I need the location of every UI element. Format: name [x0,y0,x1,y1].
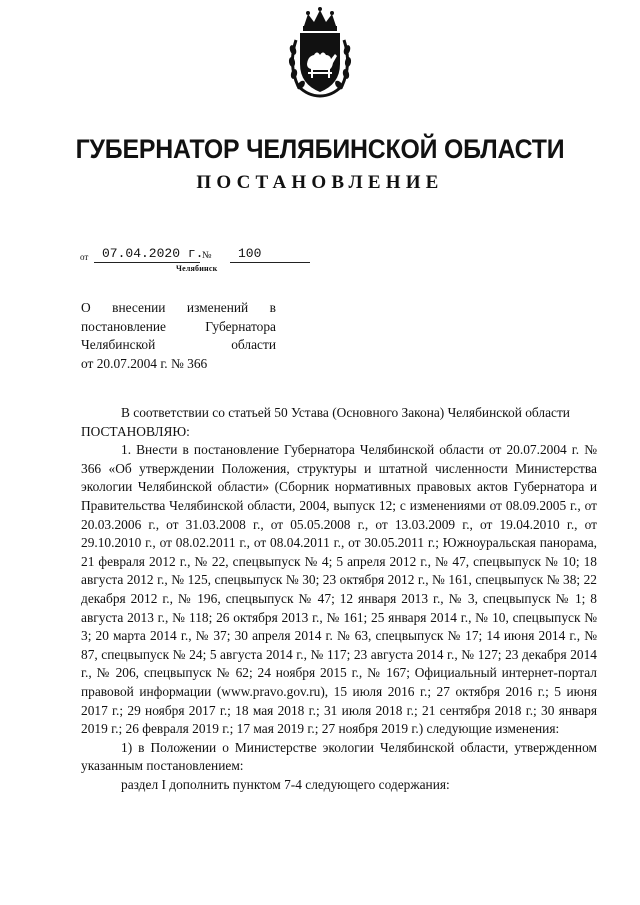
item-1: 1. Внести в постановление Губернатора Челябинской области от 20.07.2004 г. № 366 «Об утверждении Положения, структуры и штатной численности Министерства экологии Челябинской области» (Сборник нормативных правовых актов Губернатора и Правительства Челябинской области, 2004, выпуск 12; с изменениями от 08.09.2005 г., от 20.03.2006 г., от 31.03.2008 г., от 05.05.2008 г., от 13.03.2009 г., от 19.04.2010 г., от 29.10.2010 г., от 08.02.2011 г., от 08.04.2011 г., от 30.05.2011 г.; Южноуральская панорама, 21 февраля 2012 г., № 22, спецвыпуск № 4; 5 апреля 2012 г., № 47, спецвыпуск № 10; 18 августа 2012 г., № 125, спецвыпуск № 30; 23 октября 2012 г., № 161, спецвыпуск № 38; 22 декабря 2012 г., № 196, спецвыпуск № 47; 12 января 2013 г., № 3, спецвыпуск № 1; 8 августа 2013 г., № 118; 26 октября 2013 г., № 161; 25 января 2014 г., № 10, спецвыпуск № 3; 20 марта 2014 г., № 37; 30 апреля 2014 г. № 63, спецвыпуск № 17; 14 июня 2014 г., № 87, спецвыпуск № 24; 5 августа 2014 г., № 117; 23 августа 2014 г., № 127; 23 декабря 2014 г., № 206, спецвыпуск № 62; 24 ноября 2015 г., № 167; Официальный интернет-портал правовой информации (www.pravo.gov.ru), 15 июля 2016 г.; 27 октября 2016 г.; 5 июня 2017 г.; 29 ноября 2017 г.; 18 мая 2018 г.; 31 июля 2018 г.; 21 сентября 2018 г.; 30 января 2019 г.; 26 февраля 2019 г.; 17 мая 2019 г.; 27 ноября 2019 г.) следующие изменения: [81,442,597,737]
issuing-city: Челябинск [176,264,218,273]
item-1-subitem-1-a: раздел I дополнить пунктом 7-4 следующего содержания: [121,776,450,792]
document-subject [81,299,276,373]
date-label: от [80,252,89,262]
subject-line-4: от 20.07.2004 г. № 366 [81,355,208,371]
document-date: 07.04.2020 г. [102,246,204,261]
document-type: ПОСТАНОВЛЕНИЕ [196,172,444,193]
date-underline [94,262,200,263]
date-number-row [80,246,380,266]
number-label: № [202,250,212,261]
issuing-authority: ГУБЕРНАТОР ЧЕЛЯБИНСКОЙ ОБЛАСТИ [75,134,565,164]
preamble: В соответствии со статьей 50 Устава (Основного Закона) Челябинской области [121,405,570,420]
item-1-subitem-1: 1) в Положении о Министерстве экологии Челябинской области, утвержденном указанным постановлением: [81,739,597,774]
subject-line-2: постановление Губернатора [81,318,276,334]
document-number: 100 [238,246,262,261]
coat-of-arms-icon [286,6,354,98]
decree-word: ПОСТАНОВЛЯЮ: [81,423,190,439]
document-body [81,404,597,794]
number-underline [230,262,310,263]
subject-line-3: Челябинской области [81,337,276,352]
subject-line-1: О внесении изменений в [81,300,276,315]
